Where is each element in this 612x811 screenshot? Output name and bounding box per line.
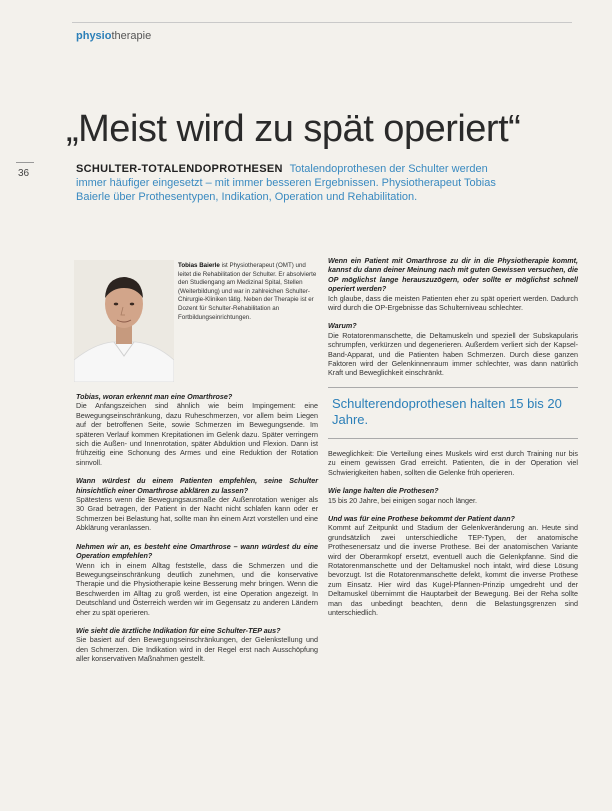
page-number: 36	[18, 168, 30, 179]
author-bio	[178, 262, 318, 322]
answer: Sie basiert auf den Bewegungseinschränkungen, der Gelenkstellung und den Schmerzen. Die Indikation wird in der Regel erst nach Ausschöpfung aller konservativen Maßnahmen gestellt.	[76, 635, 318, 664]
section-rest: therapie	[111, 30, 152, 42]
section-brand: physio	[76, 30, 112, 42]
question: Wann würdest du einem Patienten empfehlen, seine Schulter hinsichtlich einer Omarthrose abklären zu lassen?	[76, 476, 318, 495]
answer: Die Anfangszeichen sind ähnlich wie beim Impingement: eine Bewegungseinschränkung, dazu Ruheschmerzen, vor allem beim Liegen auf der betroffenen Seite, sowie Schmerzen im Bewegungsende. Im späteren Verlauf kommen Krepitationen im Gelenk dazu. Später verringern sich die Außen- und Innenrotation, später Abduktion und Flexion. Dann ist frühzeitig eine Schonung des Armes und eine Reduktion der Rotation sinnvoll.	[76, 401, 318, 467]
answer: Kommt auf Zeitpunkt und Stadium der Gelenkveränderung an. Heute sind grundsätzlich zwei unterschiedliche TEP-Typen, der anatomische Prothesenersatz und die inverse Prothese. Bei der anatomischen Variante wird der Oberarmkopf ersetzt, eventuell auch die Gelenkpfanne. Sind die Rotatorenmanschette und der Deltamuskel noch intakt, wird diese Lösung bevorzugt. Ist die Rotatorenmanschette defekt, kommt die inverse Prothese zum Einsatz. Hier wird das Kugel-Pfannen-Prinzip umgedreht und der Deltamuskel übernimmt die Hauptarbeit der Bewegung. Bei der Reha sollte man das unbedingt beachten, denn die Belastungsgrenzen sind unterschiedlich.	[328, 523, 578, 617]
question: Tobias, woran erkennt man eine Omarthrose?	[76, 392, 233, 401]
pull-quote-block	[328, 387, 578, 439]
article-lead	[76, 162, 496, 204]
author-photo	[74, 260, 174, 382]
question: Warum?	[328, 321, 357, 331]
header-rule	[72, 22, 572, 23]
answer: Die Rotatorenmanschette, die Deltamuskeln und speziell der Subskapularis schrumpfen, verkürzen und degenerieren. Außerdem verliert sich der Kapsel-Band-Apparat, und die Patienten haben Schmerzen. Durch diese ganzen Faktoren wird der Gelenkinnenraum immer schlechter, was dann natürlich Kraft und Beweglichkeit einschränkt.	[328, 330, 578, 378]
pull-quote-rule-top	[328, 387, 578, 388]
author-name: Tobias Baierle	[178, 262, 220, 269]
question: Wenn ein Patient mit Omarthrose zu dir in die Physiotherapie kommt, kannst du dann deiner Meinung nach mit guten Gewissen versuchen, die OP möglichst lange herauszuzögern, oder sollte er möglichst schnell operiert werden?	[328, 256, 578, 294]
question: Wie lange halten die Prothesen?	[328, 486, 439, 496]
portrait-illustration	[74, 260, 174, 382]
article-column-right	[328, 256, 578, 626]
answer: Wenn ich in einem Alltag feststelle, dass die Schmerzen und die Bewegungseinschränkung deutlich zunehmen, und die konservative Therapie und die Physiotherapie keine Besserung mehr bringen. Wenn die Beschwerden im Alltag zu groß werden, ist eine Operation angezeigt. In Deutschland und Österreich werden wir im Gegensatz zu anderen Ländern eher zu spät operieren.	[76, 560, 318, 617]
article-title: „Meist wird zu spät operiert“	[66, 108, 521, 150]
page-number-rule	[16, 162, 34, 163]
answer: 15 bis 20 Jahre, bei einigen sogar noch länger.	[328, 495, 478, 505]
pull-quote: Schulterendoprothesen halten 15 bis 20 Jahre.	[332, 395, 562, 427]
question: Wie sieht die ärztliche Indikation für eine Schulter-TEP aus?	[76, 625, 281, 635]
answer: Spätestens wenn die Bewegungsausmaße der Außenrotation weniger als 30 Grad betragen, der Patient in der Nacht nicht schlafen kann oder er Schmerzen bei Belastung hat, sollte man ihn einem Arzt vorstellen und eine Abklärung veranlassen.	[76, 495, 318, 533]
question: Nehmen wir an, es besteht eine Omarthrose – wann würdest du eine Operation empfehlen?	[76, 541, 318, 561]
section-label	[76, 30, 151, 42]
answer: Beweglichkeit: Die Verteilung eines Muskels wird erst durch Training nur bis zu einem gewissen Grad erreicht. Patienten, die in der Operation viel Schwierigkeiten haben, sollten die Gelenke früh operieren.	[328, 448, 578, 477]
question: Und was für eine Prothese bekommt der Patient dann?	[328, 513, 515, 523]
lead-kicker: SCHULTER-TOTALENDOPROTHESEN	[76, 163, 283, 175]
author-bio-text: ist Physiotherapeut (OMT) und leitet die Rehabilitation der Schulter. Er absolvierte den Studiengang am Medizinal Spital, Stellen (Weiterbildung) und war in zahlreichen Schulter-Chirurgie-Kliniken tätig. Neben der Therapie ist er Dozent für Schulter-Rehabilitation an Fortbildungseinrichtungen.	[178, 262, 317, 321]
pull-quote-rule-bottom	[328, 438, 578, 439]
article-column-left	[76, 392, 318, 673]
answer: Ich glaube, dass die meisten Patienten eher zu spät operiert werden. Dadurch wird durch die OP-Ergebnisse das Schulterniveau schlechter.	[328, 293, 578, 313]
lead-text: Totalendoprothesen der Schulter werden immer häufiger eingesetzt – mit immer besseren Ergebnissen. Physiotherapeut Tobias Baierle über Prothesentypen, Indikation, Operation und Rehabilitation.	[76, 163, 496, 203]
